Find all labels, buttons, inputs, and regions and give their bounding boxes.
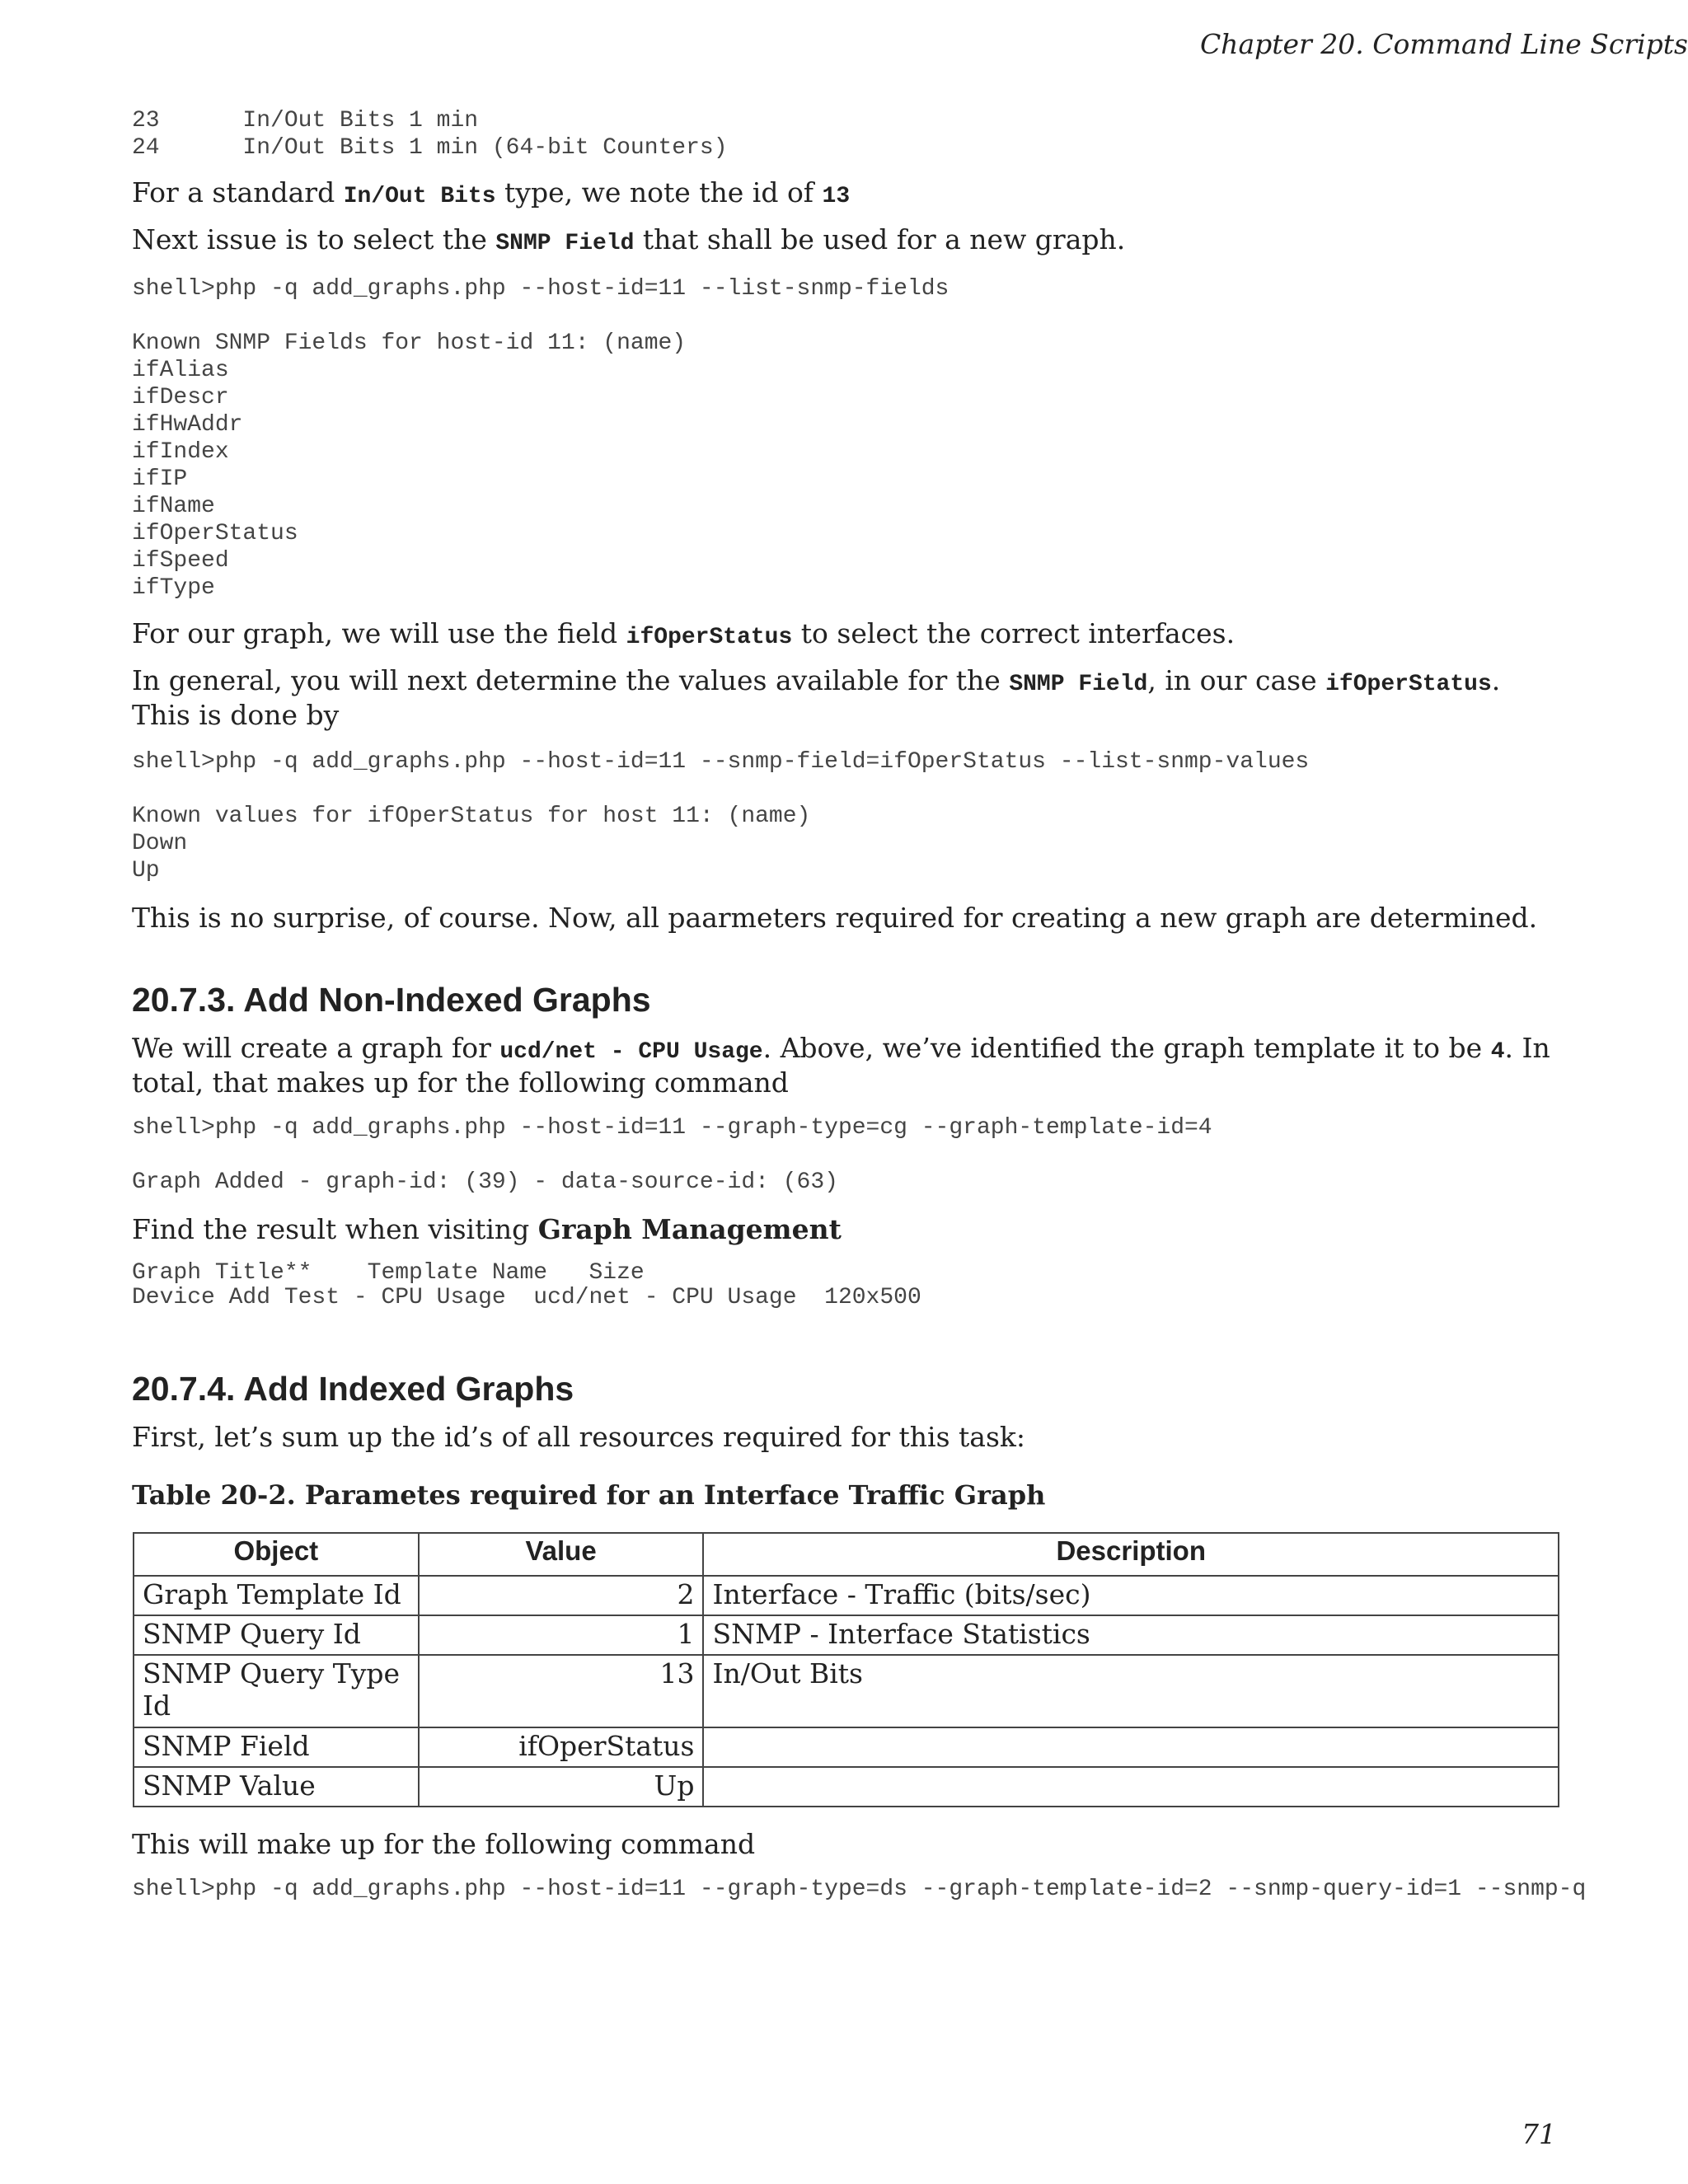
heading-add-indexed-graphs: 20.7.4. Add Indexed Graphs bbox=[132, 1370, 574, 1408]
paragraph-sum-up-ids: First, let’s sum up the id’s of all resources required for this task: bbox=[132, 1421, 1026, 1453]
cell-object: SNMP Value bbox=[134, 1767, 419, 1807]
content bbox=[132, 107, 1587, 1903]
graph-type-list-tail: 23 In/Out Bits 1 min 24 In/Out Bits 1 min (64-bit Counters) bbox=[132, 108, 728, 161]
cell-description bbox=[703, 1727, 1559, 1767]
cell-object: SNMP Field bbox=[134, 1727, 419, 1767]
table-row bbox=[134, 1767, 1559, 1807]
cell-description: In/Out Bits bbox=[703, 1655, 1559, 1727]
paragraph-create-graph: We will create a graph for ucd/net - CPU Usage. Above, we’ve identified the graph template it to be 4. In total, that makes up for the following command bbox=[132, 1032, 1550, 1099]
bold-text: Graph Management bbox=[537, 1213, 842, 1245]
code-list-snmp-fields: shell>php -q add_graphs.php --host-id=11 --list-snmp-fields Known SNMP Fields for host-id 11: (name) ifAlias ifDescr ifHwAddr ifIndex ifIP ifName ifOperStatus ifSpeed ifType bbox=[132, 276, 950, 601]
cell-object: SNMP Query Type Id bbox=[134, 1655, 419, 1727]
cell-object: Graph Template Id bbox=[134, 1576, 419, 1615]
cell-description: SNMP - Interface Statistics bbox=[703, 1615, 1559, 1655]
table-header-row bbox=[134, 1533, 1559, 1576]
page bbox=[132, 0, 1587, 2184]
paragraph-determine-values: In general, you will next determine the values available for the SNMP Field, in our case ifOperStatus. This is done by bbox=[132, 664, 1501, 731]
table-row bbox=[134, 1655, 1559, 1727]
cell-value: Up bbox=[419, 1767, 704, 1807]
column-header: Value bbox=[419, 1533, 704, 1576]
table-row bbox=[134, 1615, 1559, 1655]
cell-value: 1 bbox=[419, 1615, 704, 1655]
code-list-snmp-values: shell>php -q add_graphs.php --host-id=11 --snmp-field=ifOperStatus --list-snmp-values Known values for ifOperStatus for host 11: (name) Down Up bbox=[132, 749, 1310, 883]
inline-code: 4 bbox=[1490, 1039, 1505, 1065]
inline-code: ucd/net - CPU Usage bbox=[499, 1039, 763, 1065]
paragraph-select-field: Next issue is to select the SNMP Field that shall be used for a new graph. bbox=[132, 223, 1126, 256]
table-caption: Table 20-2. Parametes required for an Interface Traffic Graph bbox=[132, 1479, 1046, 1511]
inline-code: In/Out Bits bbox=[343, 184, 496, 209]
cell-value: 13 bbox=[419, 1655, 704, 1727]
table-row bbox=[134, 1727, 1559, 1767]
column-header: Object bbox=[134, 1533, 419, 1576]
cell-description bbox=[703, 1767, 1559, 1807]
inline-code: ifOperStatus bbox=[1325, 672, 1492, 697]
paragraph-standard-type: For a standard In/Out Bits type, we note the id of 13 bbox=[132, 176, 851, 209]
inline-code: 13 bbox=[822, 184, 851, 209]
page-number: 71 bbox=[1522, 2118, 1556, 2150]
table-row bbox=[134, 1576, 1559, 1615]
paragraph-no-surprise: This is no surprise, of course. Now, all paarmeters required for creating a new graph are determined. bbox=[132, 902, 1538, 934]
column-header: Description bbox=[703, 1533, 1559, 1576]
paragraph-graph-management: Find the result when visiting Graph Management bbox=[132, 1213, 842, 1245]
running-header: Chapter 20. Command Line Scripts bbox=[1199, 28, 1688, 60]
paragraph-use-field: For our graph, we will use the field ifOperStatus to select the correct interfaces. bbox=[132, 617, 1236, 650]
cell-object: SNMP Query Id bbox=[134, 1615, 419, 1655]
inline-code: SNMP Field bbox=[495, 231, 635, 256]
cell-value: ifOperStatus bbox=[419, 1727, 704, 1767]
cell-value: 2 bbox=[419, 1576, 704, 1615]
heading-add-non-indexed-graphs: 20.7.3. Add Non-Indexed Graphs bbox=[132, 981, 651, 1019]
code-add-ds-graph: shell>php -q add_graphs.php --host-id=11 --graph-type=ds --graph-template-id=2 --snmp-query-id=1 --snmp-q bbox=[132, 1877, 1587, 1902]
inline-code: SNMP Field bbox=[1009, 672, 1148, 697]
code-add-cg-graph: shell>php -q add_graphs.php --host-id=11 --graph-type=cg --graph-template-id=4 Graph Added - graph-id: (39) - data-source-id: (63) bbox=[132, 1115, 1212, 1195]
inline-code: ifOperStatus bbox=[626, 625, 793, 650]
code-graph-management-result: Graph Title** Template Name Size Device Add Test - CPU Usage ucd/net - CPU Usage 120x500 bbox=[132, 1260, 921, 1310]
parameters-table bbox=[133, 1532, 1559, 1807]
cell-description: Interface - Traffic (bits/sec) bbox=[703, 1576, 1559, 1615]
paragraph-following-command: This will make up for the following command bbox=[132, 1828, 756, 1860]
